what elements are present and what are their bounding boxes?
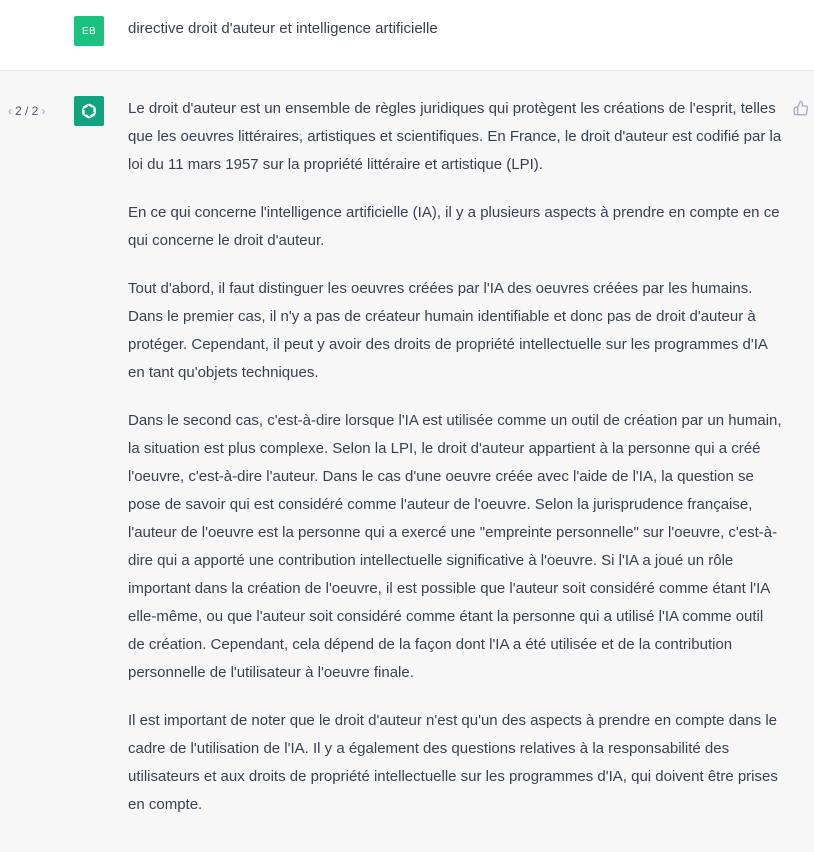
next-response-button[interactable]: ›: [41, 104, 46, 118]
assistant-message-row: [0, 71, 814, 852]
response-paragraph-4: Dans le second cas, c'est-à-dire lorsque l'IA est utilisée comme un outil de création par un humain, la situation est plus complexe. Selon la LPI, le droit d'auteur appartient à la personne qui a créé l'oeuvre, c'est-à-dire l'auteur. Dans le cas d'une oeuvre créée avec l'aide de l'IA, la question se pose de savoir qui est considéré comme l'auteur de l'oeuvre. Selon la jurisprudence française, l'auteur de l'oeuvre est la personne qui a exercé une "empreinte personnelle" sur l'oeuvre, c'est-à-dire qui a apporté une contribution intellectuelle significative à l'oeuvre. Si l'IA a joué un rôle important dans la création de l'oeuvre, il est possible que l'auteur soit considéré comme étant l'IA elle-même, ou que l'auteur soit considéré comme étant la personne qui a utilisé l'IA comme outil de création. Cependant, cela dépend de la façon dont l'IA a été utilisée et de la contribution personnelle de l'utilisateur à l'oeuvre finale.: [128, 412, 782, 681]
response-paragraph-5: Il est important de noter que le droit d'auteur n'est qu'un des aspects à prendre en compte dans le cadre de l'utilisation de l'IA. Il y a également des questions relatives à la responsabilité des utilisateurs et aux droits de propriété intellectuelle sur les programmes d'IA, qui doivent être prises en compte.: [128, 712, 778, 813]
user-message-row: [0, 0, 814, 71]
user-message-text: directive droit d'auteur et intelligence artificielle: [128, 20, 438, 37]
previous-response-button[interactable]: ‹: [8, 104, 12, 118]
thumbs-up-icon[interactable]: [793, 100, 809, 116]
response-paragraph-2: En ce qui concerne l'intelligence artificielle (IA), il y a plusieurs aspects à prendre en compte en ce qui concerne le droit d'auteur.: [128, 204, 780, 249]
response-pager: [8, 104, 45, 118]
assistant-response: [128, 95, 784, 839]
user-avatar: EB: [74, 16, 104, 46]
openai-logo-icon: [74, 96, 104, 126]
response-paragraph-3: Tout d'abord, il faut distinguer les oeuvres créées par l'IA des oeuvres créées par les humains. Dans le premier cas, il n'y a pas de créateur humain identifiable et donc pas de droit d'auteur à protéger. Cependant, il peut y avoir des droits de propriété intellectuelle sur les programmes d'IA en tant qu'objets techniques.: [128, 280, 768, 381]
response-index-label: 2 / 2: [15, 104, 39, 118]
response-paragraph-1: Le droit d'auteur est un ensemble de règles juridiques qui protègent les créations de l'esprit, telles que les oeuvres littéraires, artistiques et scientifiques. En France, le droit d'auteur est codifié par la loi du 11 mars 1957 sur la propriété littéraire et artistique (LPI).: [128, 100, 782, 173]
